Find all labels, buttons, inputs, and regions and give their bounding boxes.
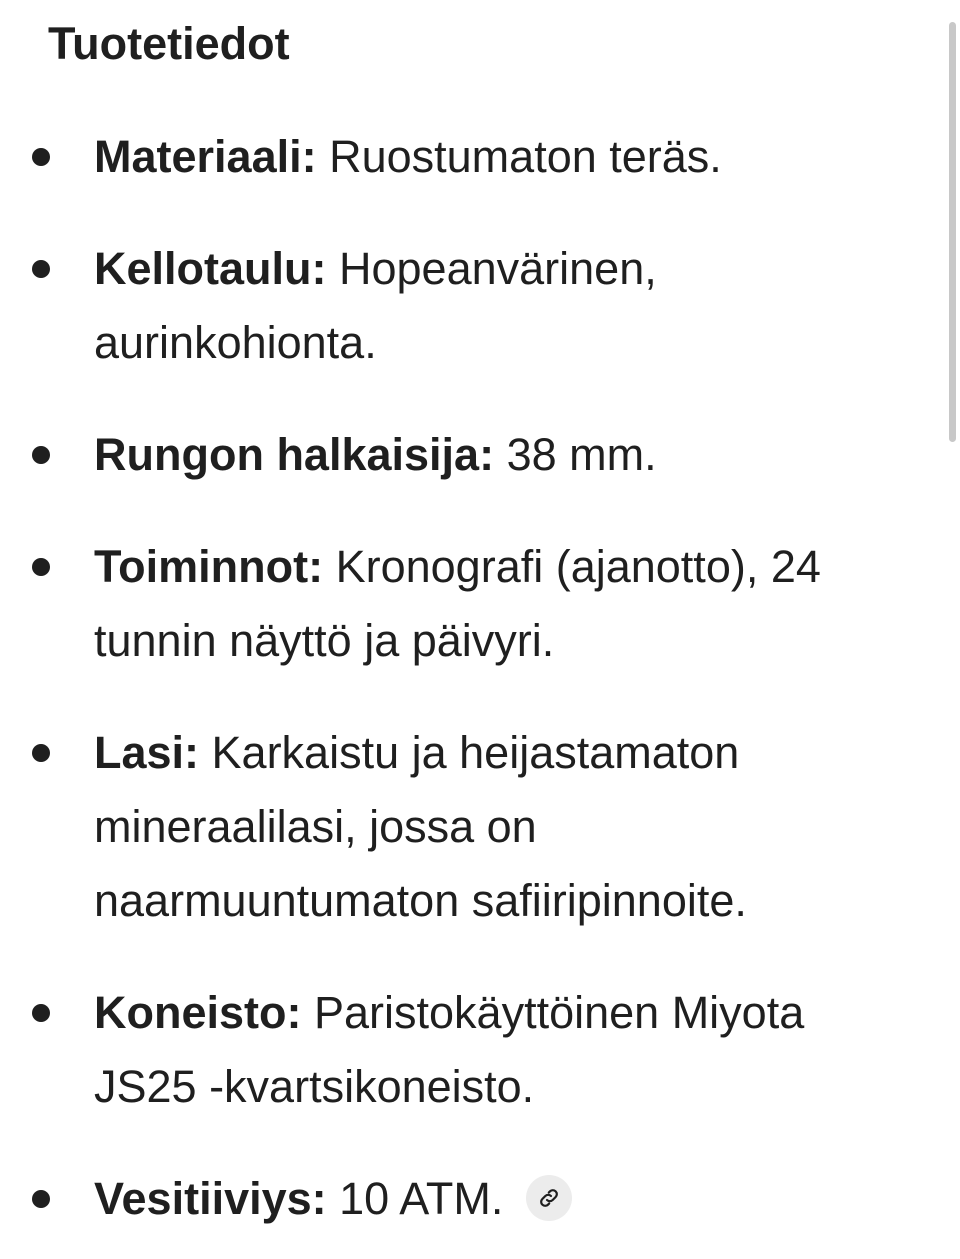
- spec-label: Lasi:: [94, 727, 200, 778]
- spec-label: Rungon halkaisija:: [94, 429, 495, 480]
- bullet-dot: [32, 260, 50, 278]
- spec-label: Vesitiiviys:: [94, 1173, 327, 1224]
- scrollbar-thumb[interactable]: [949, 22, 956, 442]
- link-icon: [537, 1186, 561, 1210]
- spec-label: Toiminnot:: [94, 541, 324, 592]
- spec-item-movement: [94, 976, 914, 1124]
- section-heading: Tuotetiedot: [48, 18, 290, 69]
- spec-label: Materiaali:: [94, 131, 317, 182]
- spec-value: Hopeanvärinen, aurinkohionta.: [94, 243, 657, 368]
- spec-item-water-resistance: [94, 1162, 914, 1236]
- spec-value: Ruostumaton teräs.: [316, 131, 722, 182]
- bullet-dot: [32, 446, 50, 464]
- bullet-dot: [32, 558, 50, 576]
- spec-value: Karkaistu ja heijastamaton mineraalilasi, jossa on naarmuuntumaton safiiripinnoite.: [94, 727, 747, 926]
- spec-label: Koneisto:: [94, 987, 302, 1038]
- spec-label: Kellotaulu:: [94, 243, 327, 294]
- scrollbar[interactable]: [946, 0, 960, 1259]
- spec-value: Paristokäyttöinen Miyota JS25 -kvartsikoneisto.: [94, 987, 805, 1112]
- bullet-dot: [32, 744, 50, 762]
- spec-item-functions: [94, 530, 914, 678]
- spec-item-material: [94, 120, 914, 194]
- bullet-dot: [32, 148, 50, 166]
- spec-item-case-diameter: [94, 418, 914, 492]
- bullet-dot: [32, 1004, 50, 1022]
- spec-item-glass: [94, 716, 914, 938]
- spec-item-dial: [94, 232, 914, 380]
- spec-value: 10 ATM.: [326, 1173, 504, 1224]
- spec-value: 38 mm.: [494, 429, 657, 480]
- source-link-button[interactable]: [526, 1175, 572, 1221]
- spec-value: Kronografi (ajanotto), 24 tunnin näyttö ja päivyri.: [94, 541, 821, 666]
- bullet-dot: [32, 1190, 50, 1208]
